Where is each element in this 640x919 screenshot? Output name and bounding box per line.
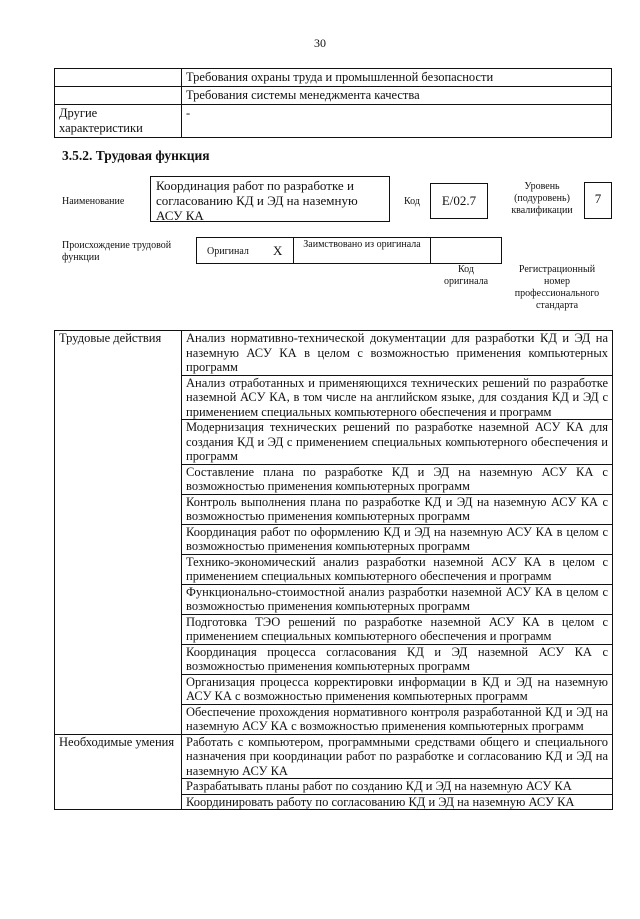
function-details-table — [54, 330, 613, 810]
labor-action: Модернизация технических решений по разработке наземной АСУ КА для создания КД и ЭД с применением специальных компьютерного обеспечения и программ — [182, 420, 613, 465]
row-label — [55, 87, 182, 105]
labor-actions-label: Трудовые действия — [55, 331, 182, 735]
labor-action: Контроль выполнения плана по разработке КД и ЭД на наземную АСУ КА с возможностью применения компьютерных программ — [182, 494, 613, 524]
page-number: 30 — [314, 36, 326, 50]
labor-action: Подготовка ТЭО решений по разработке наземной АСУ КА в целом с применением специальных компьютерного обеспечения и программ — [182, 614, 613, 644]
borrowed-label: Заимствовано из оригинала — [303, 239, 421, 250]
table-row — [55, 331, 613, 376]
reg-number-label: Регистрационный номер профессионального стандарта — [514, 264, 600, 311]
labor-action: Координация процесса согласования КД и ЭД наземной АСУ КА с возможностью применения компьютерных программ — [182, 644, 613, 674]
skills-label: Необходимые умения — [55, 734, 182, 810]
code-value: E/02.7 — [430, 183, 488, 219]
labor-action: Анализ отработанных и применяющихся технических решений по разработке наземной АСУ КА, в том числе на английском языке, для создания КД и ЭД с применением специальных компьютерного обеспечения и программ — [182, 375, 613, 420]
labor-action: Координация работ по оформлению КД и ЭД на наземную АСУ КА в целом с возможностью применения компьютерных программ — [182, 524, 613, 554]
labor-action: Технико-экономический анализ разработки наземной АСУ КА в целом с применением специальных компьютерного обеспечения и программ — [182, 554, 613, 584]
code-label: Код — [404, 196, 420, 207]
original-label: Оригинал — [207, 246, 249, 257]
characteristics-table — [54, 68, 612, 138]
row-value: Требования охраны труда и промышленной безопасности — [182, 69, 612, 87]
origin-table — [196, 237, 502, 264]
table-row — [55, 105, 612, 138]
skill: Разрабатывать планы работ по созданию КД и ЭД на наземную АСУ КА — [182, 779, 613, 795]
table-row — [55, 69, 612, 87]
divider — [430, 238, 431, 263]
function-name: Координация работ по разработке и согласованию КД и ЭД на наземную АСУ КА — [150, 176, 390, 222]
level-value: 7 — [584, 182, 612, 219]
skill: Координировать работу по согласованию КД и ЭД на наземную АСУ КА — [182, 794, 613, 810]
labor-action: Организация процесса корректировки информации в КД и ЭД на наземную АСУ КА с возможностью применения компьютерных программ — [182, 674, 613, 704]
row-value: - — [182, 105, 612, 138]
origin-label: Происхождение трудовой функции — [62, 240, 172, 263]
row-label: Другие характеристики — [55, 105, 182, 138]
labor-action: Составление плана по разработке КД и ЭД на наземную АСУ КА с возможностью применения компьютерных программ — [182, 464, 613, 494]
level-label: Уровень (подуровень) квалификации — [511, 181, 573, 216]
row-value: Требования системы менеджмента качества — [182, 87, 612, 105]
labor-action: Функционально-стоимостной анализ разработки наземной АСУ КА в целом с возможностью применения компьютерных программ — [182, 584, 613, 614]
name-label: Наименование — [62, 196, 125, 207]
table-row — [55, 87, 612, 105]
row-label — [55, 69, 182, 87]
table-row — [55, 734, 613, 779]
original-mark: X — [273, 243, 283, 258]
section-title: 3.5.2. Трудовая функция — [62, 148, 210, 163]
skill: Работать с компьютером, программными средствами общего и специального назначения при координации работ по разработке и согласованию КД и ЭД на наземную АСУ КА — [182, 734, 613, 779]
labor-action: Анализ нормативно-технической документации для разработки КД и ЭД на наземную АСУ КА в целом с возможностью применения компьютерных программ — [182, 331, 613, 376]
divider — [293, 238, 294, 263]
code-original-label: Код оригинала — [443, 264, 489, 287]
labor-action: Обеспечение прохождения нормативного контроля разработанной КД и ЭД на наземную АСУ КА с возможностью применения компьютерных программ — [182, 704, 613, 734]
